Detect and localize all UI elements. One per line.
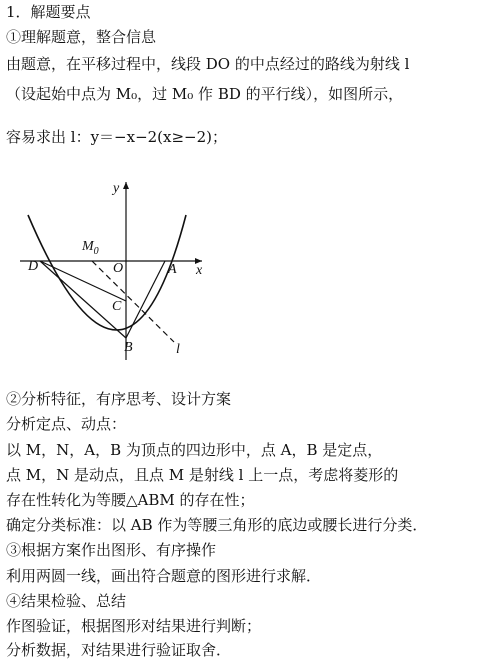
step-4-heading: ④结果检验、总结 xyxy=(6,592,127,610)
equation-line: 容易求出 l：y＝−x−2(x≥−2)； xyxy=(6,128,228,146)
step-2-heading: ②分析特征，有序思考、设计方案 xyxy=(6,390,232,408)
paragraph-line: 确定分类标准：以 AB 作为等腰三角形的底边或腰长进行分类． xyxy=(6,516,428,534)
paragraph-line: 以 M，N，A，B 为顶点的四边形中，点 A，B 是定点， xyxy=(6,441,383,459)
paragraph-line: 点 M，N 是动点，且点 M 是射线 l 上一点，考虑将菱形的 xyxy=(6,466,399,484)
label-D: D xyxy=(28,259,39,274)
label-O: O xyxy=(113,261,124,276)
paragraph-line: 由题意，在平移过程中，线段 DO 的中点经过的路线为射线 l xyxy=(6,55,410,73)
label-x: x xyxy=(196,263,203,278)
paragraph-line: 利用两圆一线，画出符合题意的图形进行求解． xyxy=(6,567,322,585)
parabola-figure xyxy=(0,170,230,370)
segment-BA xyxy=(126,261,165,338)
paragraph-line: 作图验证，根据图形对结果进行判断； xyxy=(6,617,262,635)
paragraph-line: （设起始中点为 M₀，过 M₀ 作 BD 的平行线），如图所示， xyxy=(6,85,404,103)
step-3-heading: ③根据方案作出图形、有序操作 xyxy=(6,541,217,559)
label-B: B xyxy=(124,340,133,355)
ray-l xyxy=(92,261,174,342)
label-y: y xyxy=(113,181,120,196)
paragraph-line: 分析数据，对结果进行验证取舍． xyxy=(6,641,232,659)
parabola-curve xyxy=(28,215,186,330)
y-axis-arrow xyxy=(123,182,129,189)
step-1-heading: ①理解题意，整合信息 xyxy=(6,28,157,46)
label-A: A xyxy=(168,262,177,277)
label-l: l xyxy=(176,342,180,357)
label-C: C xyxy=(112,299,122,314)
section-heading: 1．解题要点 xyxy=(6,3,91,21)
paragraph-line: 存在性转化为等腰△ABM 的存在性； xyxy=(6,491,255,509)
label-M0: $M_0$ xyxy=(82,239,99,257)
paragraph-line: 分析定点、动点： xyxy=(6,415,127,433)
